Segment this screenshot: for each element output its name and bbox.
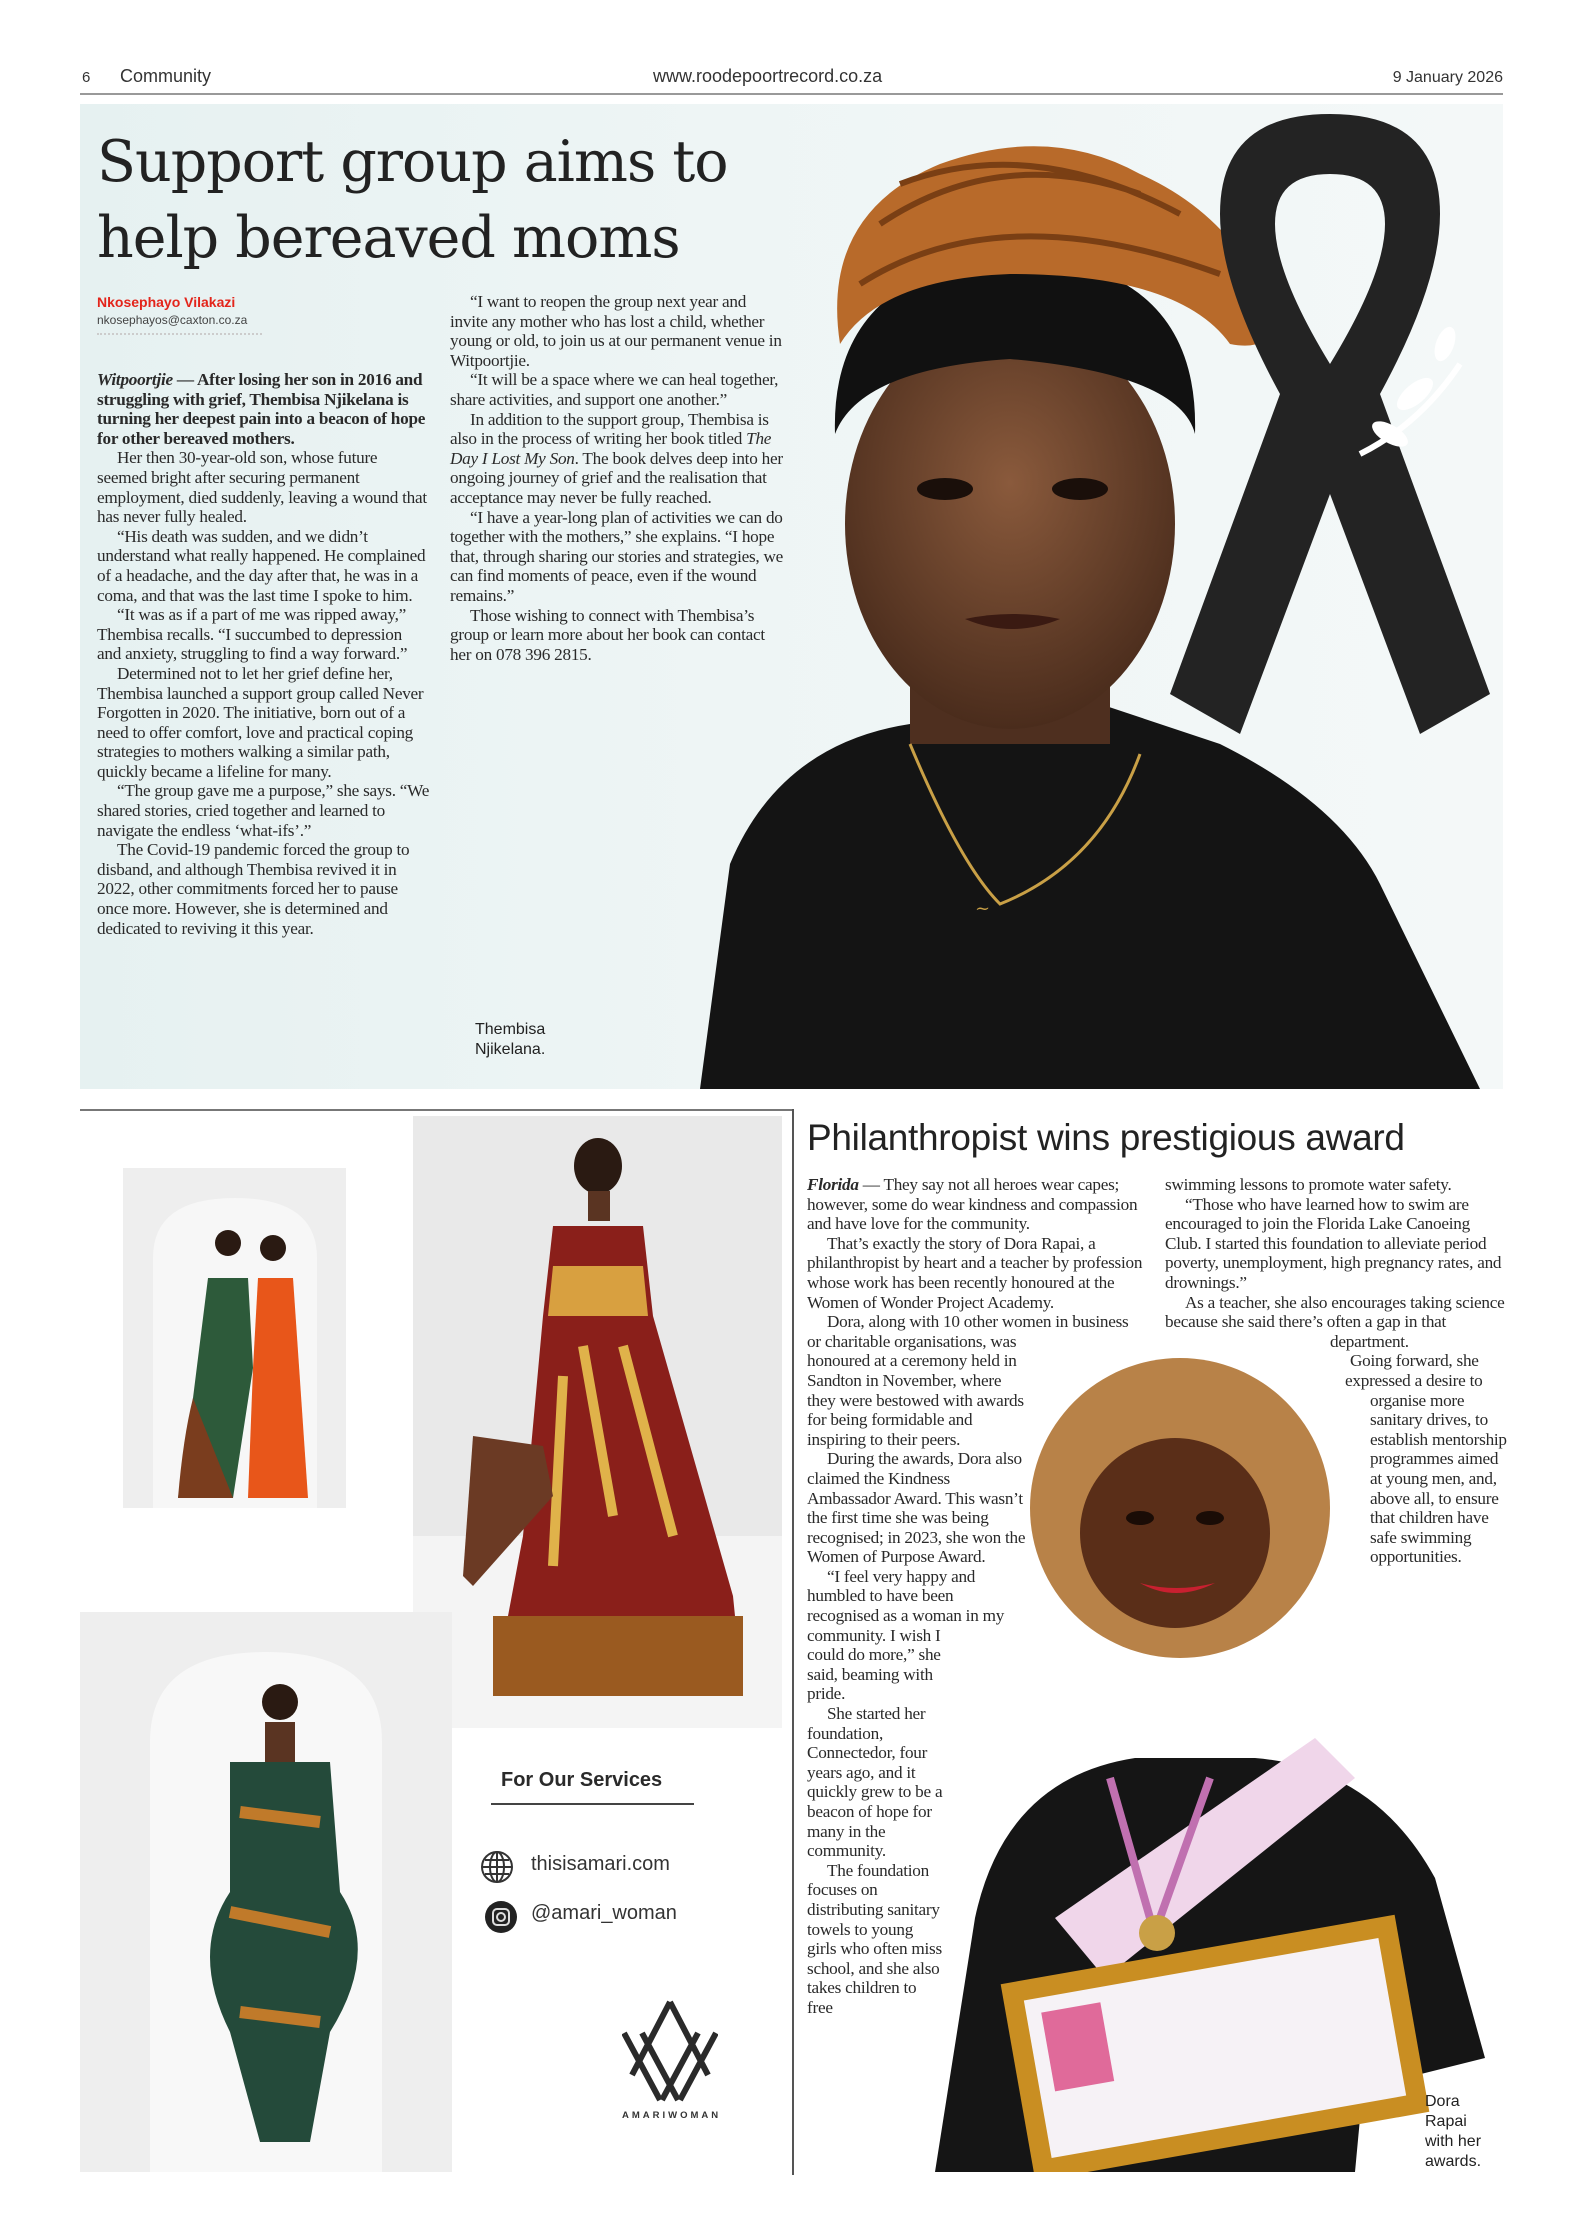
paragraph: The foundation focuses on distributing sanitary towels to young girls who often miss school, and she also takes children to free: [807, 1860, 942, 2017]
paragraph: The Covid-19 pandemic forced the group to disband, and although Thembisa revived it in 2022, other commitments forced her to pause once more. However, she is determined and dedicated to reviving it this year.: [97, 840, 410, 938]
headline-line: help bereaved moms: [97, 205, 680, 271]
caption-line: awards.: [1425, 2153, 1482, 2170]
paragraph: “It will be a space where we can heal together, share activities, and support one another.”: [450, 370, 779, 409]
article-headline: Philanthropist wins prestigious award: [807, 1117, 1405, 1158]
advert-instagram[interactable]: @amari_woman: [531, 1902, 677, 1924]
advert-website[interactable]: thisisamari.com: [531, 1853, 670, 1875]
dateline: Florida: [807, 1175, 859, 1194]
paragraph: As a teacher, she also encourages taking science because she said there’s often a gap in that department.: [1165, 1292, 1505, 1351]
paragraph: “Those who have learned how to swim are encouraged to join the Florida Lake Canoeing Club. I started this foundation to alleviate period poverty, unemployment, high pregnancy rates, and drownings.”: [1165, 1194, 1502, 1292]
paragraph: “I want to reopen the group next year and invite any mother who has lost a child, whether young or old, to join us at our permanent venue in Witpoortjie.: [450, 292, 782, 370]
caption-line: with her: [1425, 2133, 1482, 2150]
paragraph: During the awards, Dora also claimed the Kindness Ambassador Award. This wasn’t the first time she was being recognised; in 2023, she won the Women of Purpose Award.: [807, 1449, 1026, 1567]
lead-text: — After losing her son in 2016 and struggling with grief, Thembisa Njikelana is turning her deepest pain into a beacon of hope for other bereaved mothers.: [97, 370, 426, 448]
article2-column-1: [807, 1175, 1143, 2175]
paragraph: She started her foundation, Connectedor, four years ago, and it quickly grew to be a beacon of hope for many in the community.: [807, 1704, 943, 1861]
header-rule: [80, 93, 1503, 95]
caption-line: Thembisa: [475, 1021, 546, 1038]
fashion-photo-red-gown: [413, 1116, 782, 1728]
advert-underline: [491, 1803, 694, 1805]
paragraph: Her then 30-year-old son, whose future seemed bright after securing permanent employment, died suddenly, leaving a wound that has never fully healed.: [97, 448, 427, 527]
amariwoman-logo: [622, 2000, 718, 2105]
text: . The book delves deep into her ongoing journey of grief and the realisation that acceptance may never be fully reached.: [450, 448, 783, 507]
article-headline: [97, 124, 857, 276]
caption-line: Njikelana.: [475, 1041, 546, 1058]
text: In addition to the support group, Thembisa is also in the process of writing her book titled: [450, 409, 769, 449]
photo-caption: [1425, 2092, 1481, 2172]
issue-date: 9 January 2026: [1392, 69, 1503, 86]
caption-line: Dora: [1425, 2093, 1460, 2110]
paragraph: “The group gave me a purpose,” she says. “We shared stories, cried together and learned to navigate the endless ‘what-ifs’.”: [97, 781, 430, 840]
caption-line: Rapai: [1425, 2113, 1467, 2130]
book-title: The Day I Lost My Son: [450, 429, 772, 468]
paragraph: “It was as if a part of me was ripped away,” Thembisa recalls. “I succumbed to depression and anxiety, struggling to find a way forward.”: [97, 605, 408, 664]
headline-line: Support group aims to: [97, 129, 728, 195]
article-column-2: [450, 292, 785, 664]
lead-paragraph: [97, 370, 430, 448]
section-divider: [80, 1109, 792, 1111]
column-divider: [792, 1109, 794, 2175]
website-url[interactable]: www.roodepoortrecord.co.za: [653, 66, 883, 86]
author-name: Nkosephayo Vilakazi: [97, 294, 236, 310]
photo-caption: [475, 1020, 545, 1060]
fashion-photo-two-models: [123, 1168, 346, 1508]
advert-title: For Our Services: [501, 1769, 663, 1791]
paragraph: Determined not to let her grief define her, Thembisa launched a support group called Never Forgotten in 2020. The initiative, born out of a need to offer comfort, love and practical coping strategies to mothers walking a similar path, quickly became a lifeline for many.: [97, 663, 424, 781]
paragraph: That’s exactly the story of Dora Rapai, a philanthropist by heart and a teacher by profession whose work has been recently honoured at the Women of Wonder Project Academy.: [807, 1233, 1143, 1312]
paragraph: [450, 410, 785, 508]
paragraph: Going forward, she expressed a desire to organise more sanitary drives, to establish mentorship programmes aimed at young men, and, above all, to ensure that children have safe swimming opportunities.: [1345, 1351, 1507, 1567]
page-number: 6: [82, 69, 91, 86]
instagram-icon: [484, 1900, 518, 1934]
logo-text: AMARIWOMAN: [622, 2110, 722, 2121]
article-column-1: [97, 370, 430, 938]
article-support-group: [80, 104, 1503, 1089]
dateline: Witpoortjie: [97, 370, 173, 389]
section-name: Community: [120, 66, 212, 86]
fashion-photo-back-view: [80, 1612, 452, 2172]
paragraph: swimming lessons to promote water safety.: [1165, 1175, 1452, 1194]
svg-text:~: ~: [975, 898, 991, 919]
article2-column-2: [1165, 1175, 1507, 1735]
globe-icon: [480, 1850, 514, 1884]
paragraph: “I feel very happy and humbled to have been recognised as a woman in my community. I wish I could do more,” she said, beaming with pride.: [807, 1566, 1005, 1704]
paragraph: Those wishing to connect with Thembisa’s group or learn more about her book can contact her on 078 396 2815.: [450, 605, 765, 664]
awareness-ribbon-icon: [1160, 104, 1503, 814]
author-email[interactable]: nkosephayos@caxton.co.za: [97, 313, 248, 327]
paragraph: “I have a year-long plan of activities we can do together with the mothers,” she explains. “I hope that, through sharing our stories and strategies, we can find moments of peace, even if the wound remains.”: [450, 507, 784, 605]
text: — They say not all heroes wear capes; however, some do wear kindness and compassion and have love for the community.: [807, 1175, 1138, 1234]
paragraph: Dora, along with 10 other women in business or charitable organisations, was honoured at a ceremony held in Sandton in November, where they were bestowed with awards for being formidable and inspiring to their peers.: [807, 1312, 1129, 1449]
paragraph: “His death was sudden, and we didn’t understand what really happened. He complained of a headache, and the day after that, he was in a coma, and that was the last time I spoke to him.: [97, 526, 426, 605]
byline-divider: [97, 333, 262, 335]
